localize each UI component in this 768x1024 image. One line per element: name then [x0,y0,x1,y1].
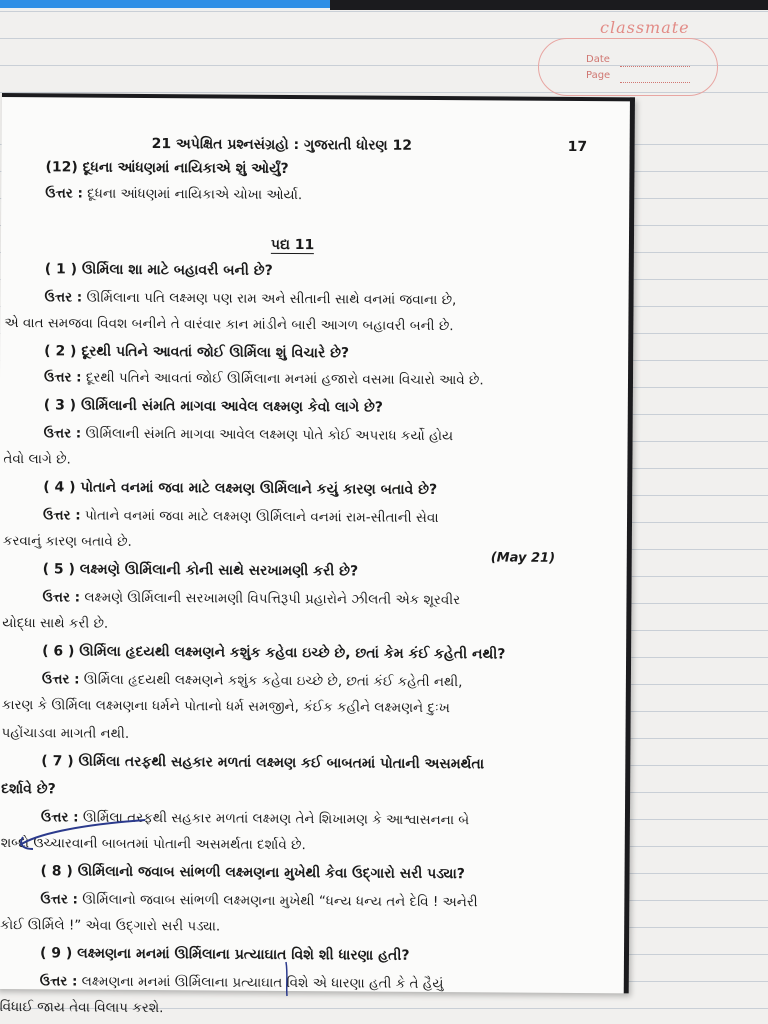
answer-label: ઉત્તર : [42,507,81,524]
answer-text: ઊર્મિલાનો જવાબ સાંભળી લક્ષ્મણના મુખેથી “ધન્ય ધન્ય તને દેવિ ! અનેરી [77,891,478,911]
date-page-stamp [538,38,718,96]
question-line: દર્શાવે છે? [1,781,56,798]
question-line: ( 2 ) દૂરથી પતિને આવતાં જોઈ ઊર્મિલા શું વિચારે છે? [44,343,350,362]
answer-text: ઊર્મિલા તરફથી સહકાર મળતાં લક્ષ્મણ તેને શિખામણ કે આશ્વાસનના બે [78,809,470,829]
question-line: ( 6 ) ઊર્મિલા હૃદયથી લક્ષ્મણને કશુંક કહેવા ઇચ્છે છે, છતાં કેમ કંઈ કહેતી નથી? [42,643,506,663]
answer-continuation-line: યોદ્ધા સાથે કરી છે. [2,615,109,632]
question-line: ( 3 ) ઊર્મિલાની સંમતિ માગવા આવેલ લક્ષ્મણ કેવો લાગે છે? [43,397,383,416]
answer-line [44,425,454,444]
question-line: ( 7 ) ઊર્મિલા તરફથી સહકાર મળતાં લક્ષ્મણ કઈ બાબતમાં પોતાની અસમર્થતા [41,753,485,773]
answer-label: ઉત્તર : [40,891,79,908]
notebook-brand: classmate [600,18,690,37]
date-line [620,66,690,67]
answer-text: ઊર્મિલાના પતિ લક્ષ્મણ પણ રામ અને સીતાની સાથે વનમાં જવાના છે, [82,289,457,309]
question-line: ( 8 ) ઊર્મિલાનો જવાબ સાંભળી લક્ષ્મણના મુખેથી કેવા ઉદ્ગારો સરી પડ્યા? [40,863,465,883]
answer-text: ઊર્મિલાની સંમતિ માગવા આવેલ લક્ષ્મણ પોતે કોઈ અપરાધ કર્યો હોય [81,425,454,445]
answer-label: ઉત્તર : [41,671,80,688]
page-header: 21 અપેક્ષિત પ્રશ્નસંગ્રહો : ગુજરાતી ધોરણ 12 [151,136,413,154]
answer-continuation-line: વિંધાઈ જાય તેવા વિલાપ કરશે. [0,999,164,1017]
answer-text: લક્ષ્મણે ઊર્મિલાની સરખામણી વિપત્તિરૂપી પ્રહારોને ઝીલતી એક શૂરવીર [80,589,461,609]
page-label: Page [586,70,611,81]
blue-strip [0,0,330,8]
answer-continuation-line: એ વાત સમજવા વિવશ બનીને તે વારંવાર કાન માંડીને બારી આગળ બહાવરી બની છે. [4,315,454,335]
answer-line [45,185,302,203]
answer-label: ઉત્તર : [45,185,83,202]
pen-stroke-mark [282,960,292,1000]
answer-line [40,973,444,992]
answer-label: ઉત્તર : [43,425,82,442]
answer-continuation-line: શબ્દો ઉચ્ચારવાની બાબતમાં પોતાની અસમર્થતા દર્શાવે છે. [0,835,306,854]
dark-strip [330,0,768,10]
question-line: (12) દૂધના આંધણમાં નાયિકાએ શું ઓર્યું? [45,159,289,178]
answer-continuation-line: કોઈ ઊર્મિલે !” એવા ઉદ્ગારો સરી પડ્યા. [0,917,221,935]
date-label: Date [586,54,610,65]
answer-line [45,289,457,308]
page-number: 17 [567,138,588,156]
answer-text: દૂરથી પતિને આવતાં જોઈ ઊર્મિલાના મનમાં હજારો વસમા વિચારો આવે છે. [81,369,484,389]
answer-continuation-line: કરવાનું કારણ બતાવે છે. [2,533,132,550]
answer-label: ઉત્તર : [43,369,82,386]
answer-line [42,671,463,690]
answer-text: ઊર્મિલા હૃદયથી લક્ષ્મણને કશુંક કહેવા ઇચ્છે છે, છતાં કંઈ કહેતી નથી, [79,671,463,691]
question-line: ( 4 ) પોતાને વનમાં જવા માટે લક્ષ્મણ ઊર્મિલાને કયું કારણ બતાવે છે? [43,479,438,499]
pen-underline-mark [15,815,155,855]
answer-line [43,507,439,526]
question-line: ( 5 ) લક્ષ્મણે ઊર્મિલાની કોની સાથે સરખામણી કરી છે? [42,561,359,580]
answer-continuation-line: પહોંચાડવા માગતી નથી. [1,725,130,742]
answer-line [40,891,477,910]
exam-tag: (May 21) [490,550,556,566]
answer-label: ઉત્તર : [42,589,81,606]
question-line: ( 9 ) લક્ષ્મણના મનમાં ઊર્મિલાના પ્રત્યાઘાત વિશે શી ધારણા હતી? [39,945,410,964]
answer-label: ઉત્તર : [40,809,79,826]
answer-label: ઉત્તર : [39,973,78,990]
printed-page [0,93,635,1017]
question-line: ( 1 ) ઊર્મિલા શા માટે બહાવરી બની છે? [44,261,273,279]
answer-text: દૂધના આંધણમાં નાયિકાએ ચોખા ઓર્યા. [82,185,303,204]
page-content [0,97,630,1017]
answer-text: લક્ષ્મણના મનમાં ઊર્મિલાના પ્રત્યાઘાત વિશે એ ધારણા હતી કે તે હૈયું [77,973,444,993]
answer-line [42,589,460,608]
answer-continuation-line: તેવો લાગે છે. [3,451,71,468]
answer-line [44,369,484,388]
answer-continuation-line: કારણ કે ઊર્મિલા લક્ષ્મણના ધર્મને પોતાનો ધર્મ સમજીને, કંઈક કહીને લક્ષ્મણને દુઃખ [1,697,450,717]
section-title: પદ્ય 11 [270,236,315,254]
answer-text: પોતાને વનમાં જવા માટે લક્ષ્મણ ઊર્મિલાને વનમાં રામ-સીતાની સેવા [80,507,439,527]
answer-label: ઉત્તર : [44,289,83,306]
page-line [620,82,690,83]
